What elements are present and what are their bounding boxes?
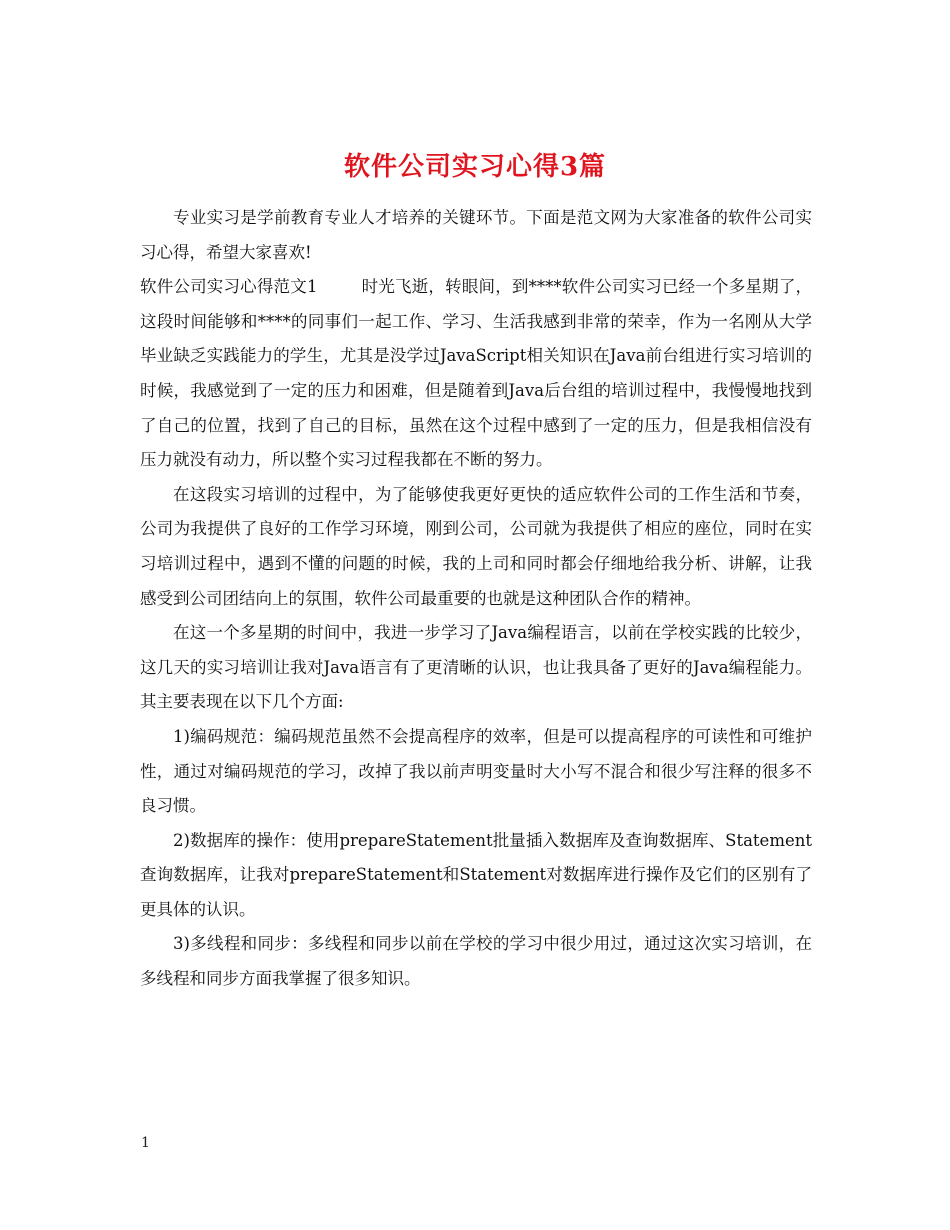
list-item-database-operation: 2)数据库的操作：使用prepareStatement批量插入数据库及查询数据库、Statement查询数据库，让我对prepareStatement和Statement对数据库进行操作及它们的区别有了更具体的认识。: [140, 830, 812, 919]
paragraph-1: 时光飞逝，转眼间，到****软件公司实习已经一个多星期了，这段时间能够和****的同事们一起工作、学习、生活我感到非常的荣幸，作为一名刚从大学毕业缺乏实践能力的学生，尤其是没学过JavaScript相关知识在Java前台组进行实习培训的时候，我感觉到了一定的压力和困难，但是随着到Java后台组的培训过程中，我慢慢地找到了自己的位置，找到了自己的目标，虽然在这个过程中感到了一定的压力，但是我相信没有压力就没有动力，所以整个实习过程我都在不断的努力。: [140, 277, 813, 470]
document-title: 软件公司实习心得3篇: [343, 152, 607, 183]
paragraph-3: 在这一个多星期的时间中，我进一步学习了Java编程语言，以前在学校实践的比较少，这几天的实习培训让我对Java语言有了更清晰的认识，也让我具备了更好的Java编程能力。其主要表现在以下几个方面:: [140, 623, 812, 712]
list-item-coding-standard: 1)编码规范：编码规范虽然不会提高程序的效率，但是可以提高程序的可读性和可维护性，通过对编码规范的学习，改掉了我以前声明变量时大小写不混合和很少写注释的很多不良习惯。: [140, 726, 812, 816]
page-number: 1: [141, 1135, 150, 1151]
intro-paragraph: 专业实习是学前教育专业人才培养的关键环节。下面是范文网为大家准备的软件公司实习心得，希望大家喜欢!: [140, 208, 812, 262]
document-body: [140, 201, 812, 997]
paragraph-2: 在这段实习培训的过程中，为了能够使我更好更快的适应软件公司的工作生活和节奏，公司为我提供了良好的工作学习环境，刚到公司，公司就为我提供了相应的座位，同时在实习培训过程中，遇到不懂的问题的时候，我的上司和同时都会仔细地给我分析、讲解，让我感受到公司团结向上的氛围，软件公司最重要的也就是这种团队合作的精神。: [140, 484, 812, 608]
section-label: 软件公司实习心得范文1: [140, 277, 318, 297]
list-item-multithreading: 3)多线程和同步：多线程和同步以前在学校的学习中很少用过，通过这次实习培训，在多线程和同步方面我掌握了很多知识。: [140, 934, 812, 989]
first-sample-paragraph: [140, 270, 812, 478]
